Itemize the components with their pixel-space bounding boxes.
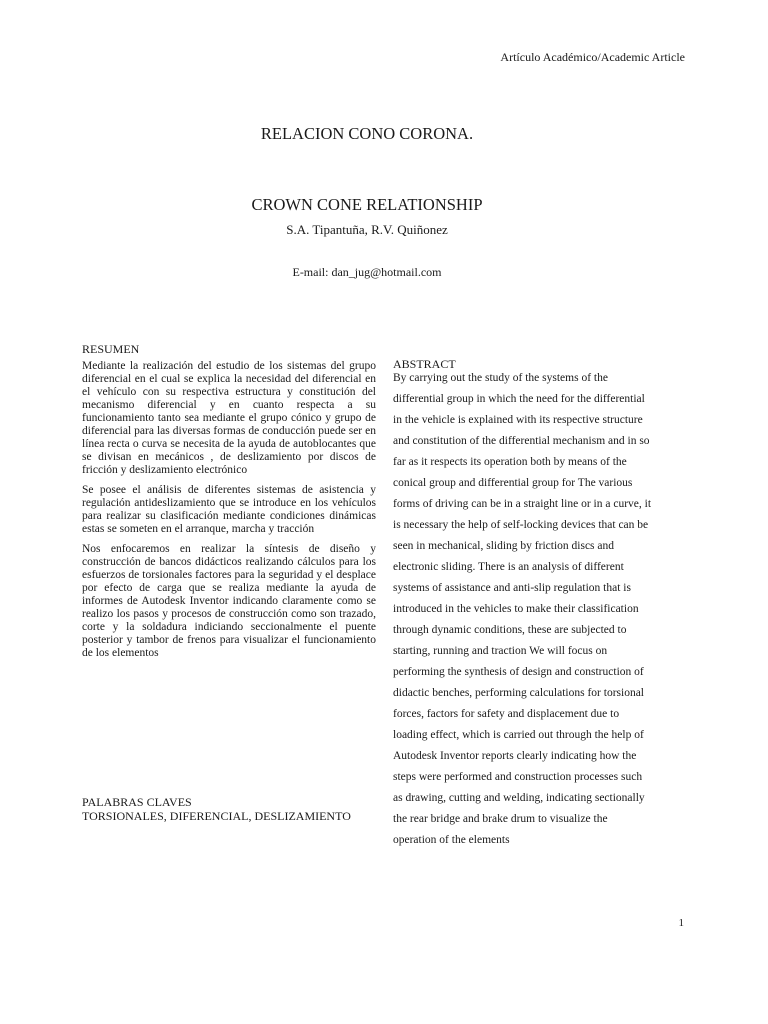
author-email: E-mail: dan_jug@hotmail.com [292, 265, 442, 279]
abstract-line: loading effect, which is carried out through the help of [393, 729, 644, 741]
abstract-line: steps were performed and construction processes such [393, 771, 643, 783]
keywords-list: TORSIONALES, DIFERENCIAL, DESLIZAMIENTO [82, 809, 351, 823]
abstract-line: operation of the elements [393, 834, 510, 846]
resumen-paragraph: Mediante la realización del estudio de los sistemas del grupo diferencial en el cual se explica la necesidad del diferencial en el vehículo con su respectiva estructura y constitución del mecanismo diferencial y en cuanto respecta a su funcionamiento tanto sea mediante el grupo cónico y grupo de diferencial para las diversas formas de conducción puede ser en línea recta o curva se necesita de la ayuda de autoblocantes que se divisan en mecánicos , de deslizamiento por discos de fricción y deslizamiento electrónico [82, 360, 376, 476]
abstract-line: through dynamic conditions, these are subjected to [393, 624, 627, 636]
abstract-line: starting, running and traction We will focus on [393, 645, 608, 657]
abstract-section [393, 357, 688, 851]
abstract-line: Autodesk Inventor reports clearly indicating how the [393, 750, 637, 762]
abstract-line: didactic benches, performing calculations for torsional [393, 687, 644, 699]
authors: S.A. Tipantuña, R.V. Quiñonez [286, 222, 448, 237]
page-number: 1 [678, 917, 684, 929]
paper-subtitle: CROWN CONE RELATIONSHIP [251, 195, 483, 214]
resumen-paragraph: Nos enfocaremos en realizar la síntesis de diseño y construcción de bancos didácticos realizando cálculos para los esfuerzos de torsionales factores para la seguridad y el desplace por efecto de carga que se realiza mediante la ayuda de informes de Autodesk Inventor indicando claramente como se realizo los pasos y procesos de construcción como son trazado, corte y la soldadura indiciando seccionalmente el puente posterior y tambor de frenos para visualizar el funcionamiento de los elementos [82, 543, 376, 659]
abstract-heading: ABSTRACT [393, 357, 456, 371]
resumen-paragraph: Se posee el análisis de diferentes sistemas de asistencia y regulación antideslizamiento que se introduce en los vehículos para realizar su clasificación mediante condiciones dinámicas estas se someten en el arranque, marcha y tracción [82, 484, 376, 535]
abstract-line: the rear bridge and brake drum to visualize the [393, 813, 608, 825]
abstract-line: in the vehicle is explained with its respective structure [393, 414, 643, 426]
abstract-line: is necessary the help of self-locking devices that can be [393, 519, 649, 531]
journal-label: Artículo Académico/Academic Article [500, 50, 685, 64]
abstract-line: seen in mechanical, sliding by friction discs and [393, 540, 614, 552]
abstract-body [393, 368, 688, 851]
abstract-line: forces, factors for safety and displacement due to [393, 708, 620, 720]
keywords-heading: PALABRAS CLAVES [82, 795, 192, 809]
abstract-line: as drawing, cutting and welding, indicating sectionally [393, 792, 645, 804]
abstract-line: By carrying out the study of the systems of the [393, 372, 608, 384]
abstract-line: performing the synthesis of design and construction of [393, 666, 644, 678]
resumen-heading: RESUMEN [82, 342, 140, 356]
abstract-line: introduced in the vehicles to make their classification [393, 603, 639, 615]
abstract-line: systems of assistance and anti-slip regulation that is [393, 582, 631, 594]
abstract-line: differential group in which the need for the differential [393, 393, 645, 405]
abstract-line: electronic sliding. There is an analysis of different [393, 561, 624, 573]
abstract-line: forms of driving can be in a straight line or in a curve, it [393, 498, 652, 510]
abstract-line: and constitution of the differential mechanism and in so [393, 435, 650, 447]
paper-title: RELACION CONO CORONA. [260, 124, 474, 143]
resumen-section [82, 343, 376, 667]
keywords-section [82, 795, 382, 823]
abstract-line: conical group and differential group for The various [393, 477, 633, 489]
abstract-line: far as it respects its operation both by means of the [393, 456, 627, 468]
